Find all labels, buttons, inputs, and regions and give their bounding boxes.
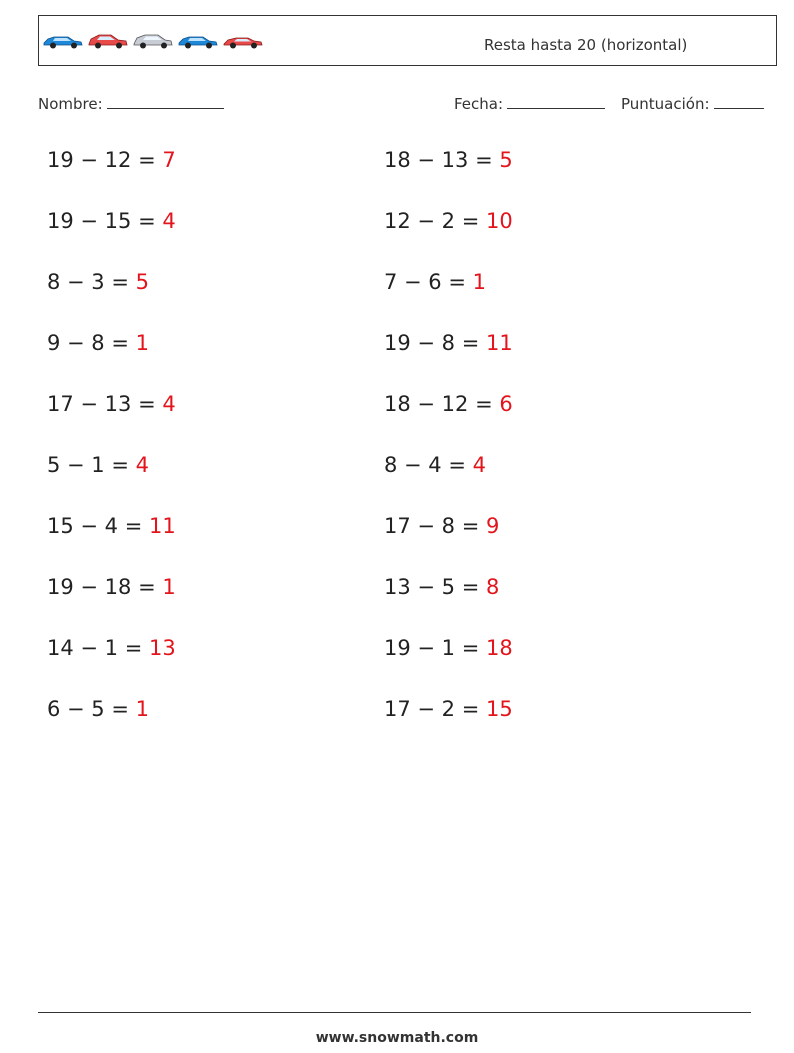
problem-answer: 4 <box>162 392 176 416</box>
problem-item <box>47 453 149 477</box>
problem-answer: 7 <box>162 148 176 172</box>
problem-question: 5 − 1 = <box>47 453 129 477</box>
score-label: Puntuación: <box>621 95 710 113</box>
problem-answer: 5 <box>135 270 150 294</box>
problem-question: 19 − 15 = <box>47 209 156 233</box>
problem-answer: 4 <box>135 453 150 477</box>
problem-item <box>47 514 176 538</box>
problem-question: 14 − 1 = <box>47 636 143 660</box>
problem-item <box>384 514 499 538</box>
problem-question: 9 − 8 = <box>47 331 129 355</box>
score-blank <box>714 94 764 109</box>
car-icons <box>42 32 264 50</box>
problem-question: 18 − 12 = <box>384 392 493 416</box>
problem-item <box>47 209 176 233</box>
problem-answer: 4 <box>472 453 487 477</box>
problem-item <box>384 392 513 416</box>
problem-answer: 1 <box>162 575 176 599</box>
problem-question: 8 − 3 = <box>47 270 129 294</box>
problem-answer: 8 <box>486 575 500 599</box>
problem-answer: 1 <box>135 331 150 355</box>
problem-answer: 9 <box>486 514 500 538</box>
name-field <box>38 94 224 113</box>
problem-answer: 5 <box>499 148 513 172</box>
problem-item <box>384 453 486 477</box>
problem-item <box>384 575 499 599</box>
car-icon <box>222 32 264 50</box>
problem-item <box>384 331 513 355</box>
problem-item <box>384 148 513 172</box>
problem-question: 19 − 12 = <box>47 148 156 172</box>
problem-question: 18 − 13 = <box>384 148 493 172</box>
problem-item <box>384 209 513 233</box>
problem-item <box>47 331 149 355</box>
problem-item <box>384 697 513 721</box>
problem-question: 17 − 13 = <box>47 392 156 416</box>
worksheet-title: Resta hasta 20 (horizontal) <box>484 36 688 54</box>
date-blank <box>507 94 605 109</box>
problem-question: 13 − 5 = <box>384 575 480 599</box>
problem-question: 19 − 8 = <box>384 331 480 355</box>
problem-answer: 11 <box>486 331 513 355</box>
problem-answer: 13 <box>149 636 176 660</box>
footer-divider <box>38 1012 751 1013</box>
problem-question: 17 − 8 = <box>384 514 480 538</box>
problem-question: 19 − 1 = <box>384 636 480 660</box>
name-label: Nombre: <box>38 95 103 113</box>
footer-website: www.snowmath.com <box>315 1030 479 1046</box>
score-field <box>621 94 764 113</box>
car-icon <box>177 32 219 50</box>
problem-question: 19 − 18 = <box>47 575 156 599</box>
problem-question: 8 − 4 = <box>384 453 466 477</box>
problem-item <box>384 636 513 660</box>
date-field <box>454 94 605 113</box>
problem-answer: 4 <box>162 209 176 233</box>
problem-item <box>47 148 176 172</box>
problem-question: 15 − 4 = <box>47 514 143 538</box>
problem-question: 17 − 2 = <box>384 697 480 721</box>
problem-item <box>47 392 176 416</box>
problem-answer: 15 <box>486 697 513 721</box>
problem-answer: 11 <box>149 514 176 538</box>
problem-answer: 10 <box>486 209 513 233</box>
car-icon <box>87 32 129 50</box>
problem-question: 12 − 2 = <box>384 209 480 233</box>
problem-answer: 1 <box>135 697 150 721</box>
car-icon <box>132 32 174 50</box>
problem-answer: 6 <box>499 392 513 416</box>
problem-question: 6 − 5 = <box>47 697 129 721</box>
problem-question: 7 − 6 = <box>384 270 466 294</box>
car-icon <box>42 32 84 50</box>
problem-item <box>384 270 486 294</box>
problem-answer: 18 <box>486 636 513 660</box>
header-box <box>38 15 777 66</box>
problem-item <box>47 697 149 721</box>
problem-answer: 1 <box>472 270 487 294</box>
problem-item <box>47 636 176 660</box>
name-blank <box>107 94 224 109</box>
problem-item <box>47 575 176 599</box>
problem-item <box>47 270 149 294</box>
date-label: Fecha: <box>454 95 504 113</box>
